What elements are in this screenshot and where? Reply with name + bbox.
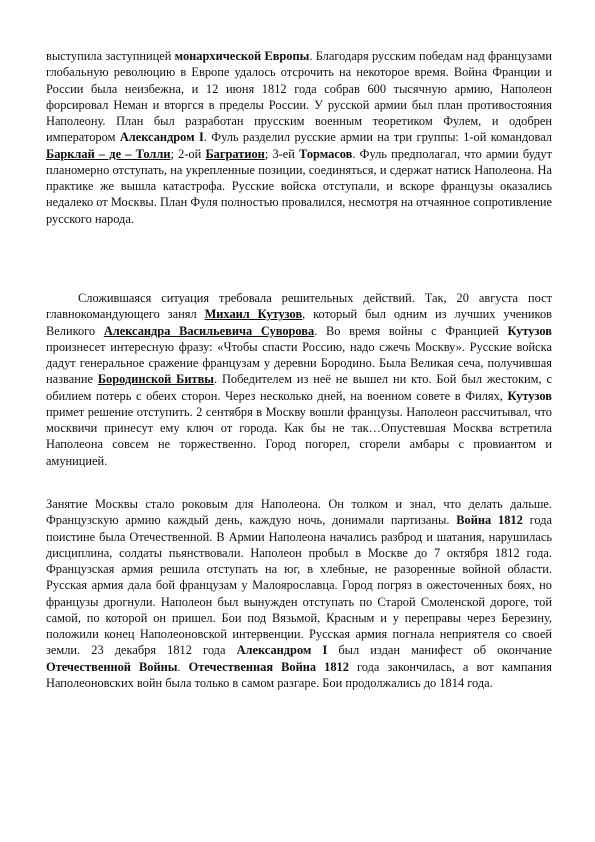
paragraph-3 [46,496,552,691]
text-run: Война 1812 [456,513,523,528]
text-run: года закончилась, а вот кампания Наполеоновских войн была только в самом разгаре. Бои продолжались до 1814 года. [46,659,552,690]
text-run: ; 3-ей [264,146,300,161]
text-run: примет решение отступить. 2 сентября в Москву вошли французы. Наполеон рассчитывал, что москвичи принесут ему ключ от города. Как бы не так…Опустевшая Москва встретила Наполеона совсем не торжественно. Город погорел, сгорели амбары с провиантом и амуницией. [46,404,552,468]
link-borodino[interactable]: Бородинской Битвы [97,372,214,387]
text-run: . Фуль разделил русские армии на три группы: 1-ой командовал [203,130,552,145]
text-run: Сложившаяся ситуация требовала решительных действий. Так, 20 августа пост главнокомандующего занял [46,291,552,322]
paragraph-1 [46,48,552,227]
text-run: . Фуль предполагал, что армии будут планомерно отступать, на укрепленные позиции, соединяться, и сдержат натиск Наполеона. На практике же вышла катастрофа. Русские войска отступали, и вскоре французы оказались недалеко от Москвы. План Фуля полностью провалился, несмотря на отчаянное сопротивление русского народа. [46,146,552,226]
text-run: Кутузов [507,323,552,338]
text-run: Тормасов [299,146,353,161]
paragraph-2 [46,290,552,469]
text-run: . Во время войны с Францией [314,323,508,338]
text-run: . [177,659,189,674]
text-run: был издан манифест об окончание [327,643,552,658]
link-barclay[interactable]: Барклай – де – Толли [46,146,171,161]
text-run: Кутузов [507,388,552,403]
text-run: года поистине была Отечественной. В Армии Наполеона начались разброд и шатания, нарушилась дисциплина, солдаты пьянствовали. Наполеон пробыл в Москве до 7 октября 1812 года. Французская армия решила отступать на юг, в хлебные, не разоренные войной области. Русская армия дала бой французам у Малоярославца. Город погряз в ожесточенных боях, но французы дрогнули. Наполеон был вынужден отступать по Старой Смоленской дороге, той самой, по которой он пришел. Бои под Вязьмой, Красным и у переправы через Березину, положили конец Наполеоновской интервенции. Русская армия погнала неприятеля со своей земли. 23 декабря 1812 года [46,513,553,658]
link-suvorov[interactable]: Александра Васильевича Суворова [103,323,315,338]
text-run: Занятие Москвы стало роковым для Наполеона. Он толком и знал, что делать дальше. Французскую армию каждый день, каждую ночь, донимали партизаны. [46,497,552,528]
text-run: произнесет интересную фразу: «Чтобы спасти Россию, надо сжечь Москву». Русские войска дадут генеральное сражение французам у деревни Бородино. Была Великая сеча, получившая название [46,339,552,387]
text-run: выступила заступницей [46,49,175,63]
text-run: ; 2-ой [170,146,206,161]
text-run: Александром I [119,130,204,145]
link-bagration[interactable]: Багратион [205,146,265,161]
text-run: Отечественная Война 1812 [188,659,349,674]
text-run: . Благодаря русским победам над французами глобальную революцию в Европе удалось отсрочить на некоторое время. Война Франции и России была неизбежна, и 12 июня 1812 года собрав 600 тысячную армию, Наполеон форсировал Неман и вторгся в пределы России. У русской армии был план противостояния Наполеону. План был разработан прусским военным теоретиком Фулем, и одобрен императором [46,49,552,145]
text-run: . Победителем из неё не вышел ни кто. Бой был жестоким, с обилием потерь с обеих сторон. Через несколько дней, на военном совете в Филях, [46,372,552,403]
link-kutuzov[interactable]: Михаил Кутузов [204,307,303,322]
text-run: Отечественной Войны [46,659,178,674]
text-run: монархической Европы [174,49,310,63]
text-run: Александром I [236,643,328,658]
text-run: , который был одним из лучших учеников Великого [46,307,552,338]
